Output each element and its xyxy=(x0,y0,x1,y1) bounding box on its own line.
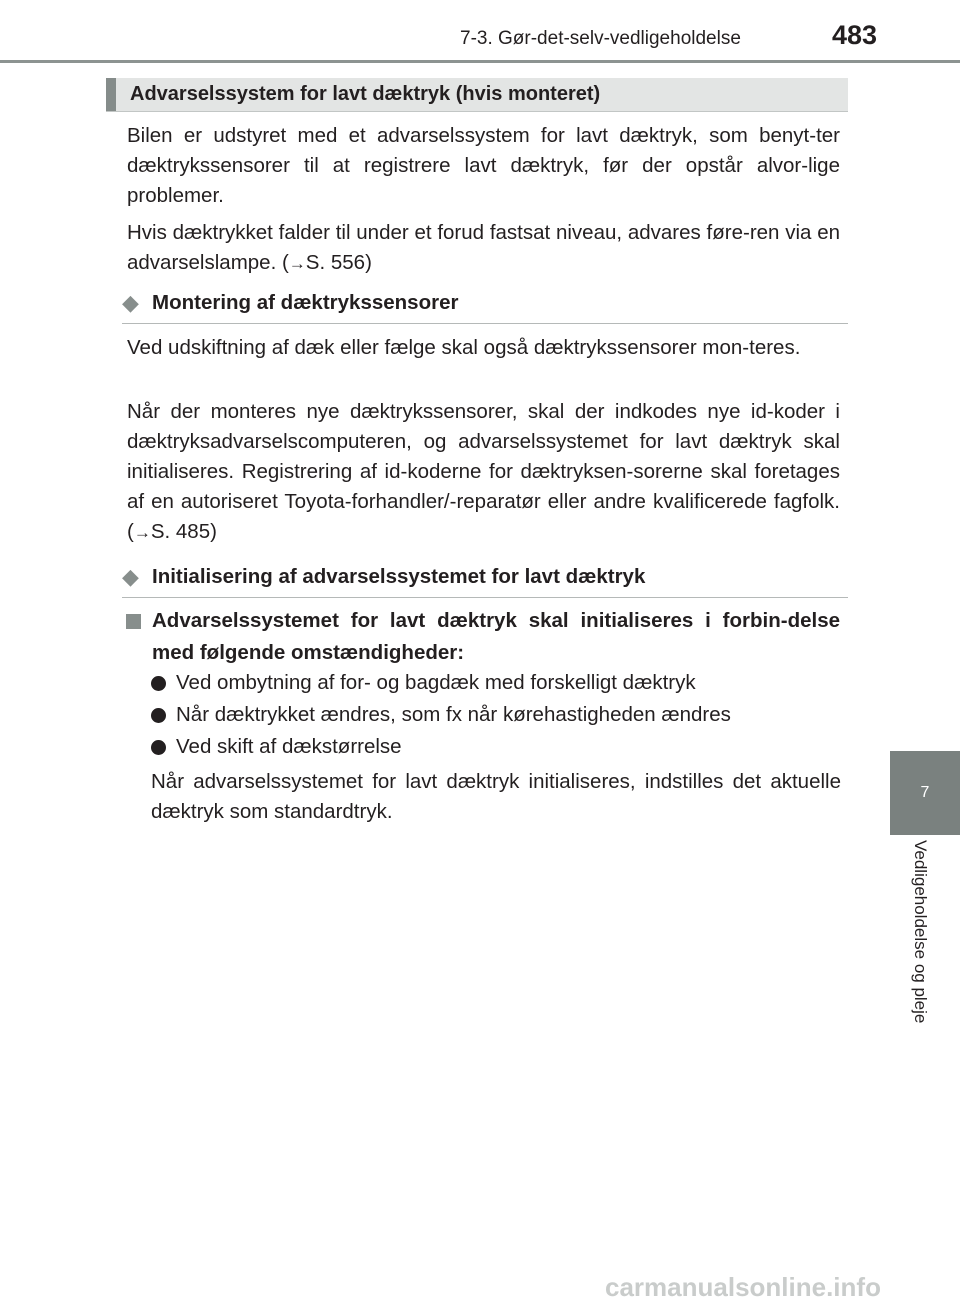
intro-paragraph-2-text: Hvis dæktrykket falder til under et forud fastsat niveau, advares føre-ren via en advarselslampe. ( xyxy=(127,221,840,274)
initialization-closing-paragraph: Når advarselssystemet for lavt dæktryk initialiseres, indstilles det aktuelle dæktryk som standardtryk. xyxy=(151,770,841,823)
diamond-bullet-icon: ◆ xyxy=(122,290,139,315)
subsection-heading-sensors xyxy=(122,287,848,324)
list-item-text: Når dæktrykket ændres, som fx når kørehastigheden ændres xyxy=(176,703,731,726)
chapter-tab xyxy=(890,751,960,835)
subsection-heading-text: Initialisering af advarselssystemet for lavt dæktryk xyxy=(152,565,646,588)
sensors-paragraph-2-end: ) xyxy=(210,520,217,543)
list-item-text: Ved skift af dækstørrelse xyxy=(176,735,402,758)
chapter-title: 7-3. Gør-det-selv-vedligeholdelse xyxy=(460,28,741,49)
page-number: 483 xyxy=(832,20,878,50)
diamond-bullet-icon: ◆ xyxy=(122,564,139,589)
square-bullet-icon xyxy=(126,614,141,629)
round-bullet-icon xyxy=(151,676,166,691)
list-item xyxy=(151,700,841,730)
round-bullet-icon xyxy=(151,740,166,755)
list-item xyxy=(151,668,841,698)
intro-paragraph-2-end: ) xyxy=(365,251,372,274)
page-reference-485[interactable]: S. 485 xyxy=(150,520,211,543)
sensors-paragraph-2 xyxy=(127,397,840,548)
section-title: Advarselssystem for lavt dæktryk (hvis monteret) xyxy=(130,83,601,105)
round-bullet-icon xyxy=(151,708,166,723)
list-item xyxy=(151,732,841,762)
sensors-paragraph-2-text: Når der monteres nye dæktrykssensorer, skal der indkodes nye id-koder i dæktryksadvarselscomputeren, og advarselssystemet for lavt dæktryk skal initialiseres. Registrering af id-koderne for dæktryksen-sorerne skal foretages af en autoriseret Toyota-forhandler/-reparatør eller andre kvalificerede fagfolk. ( xyxy=(127,400,840,543)
initialization-conditions-intro: Advarselssystemet for lavt dæktryk skal initialiseres i forbin-delse med følgende omstændigheder: xyxy=(152,609,840,664)
chapter-tab-number: 7 xyxy=(920,784,930,801)
list-item-text: Ved ombytning af for- og bagdæk med forskelligt dæktryk xyxy=(176,671,696,694)
subsection-heading-initialization xyxy=(122,561,848,598)
header-divider xyxy=(0,60,960,63)
right-arrow-icon: → xyxy=(288,254,306,273)
page-reference-556[interactable]: S. 556 xyxy=(305,251,366,274)
section-title-bar xyxy=(106,78,848,112)
chapter-tab-label: Vedligeholdelse og pleje xyxy=(911,840,930,1024)
intro-paragraph-1: Bilen er udstyret med et advarselssystem for lavt dæktryk, som benyt-ter dæktrykssensorer til at registrere lavt dæktryk, før der opstår alvor-lige problemer. xyxy=(127,124,840,207)
sensors-paragraph-1: Ved udskiftning af dæk eller fælge skal også dæktrykssensorer mon-teres. xyxy=(127,336,801,359)
watermark: carmanualsonline.info xyxy=(605,1272,881,1302)
subsection-heading-text: Montering af dæktrykssensorer xyxy=(152,291,459,314)
right-arrow-icon: → xyxy=(133,523,151,542)
intro-paragraph-2 xyxy=(127,218,840,279)
